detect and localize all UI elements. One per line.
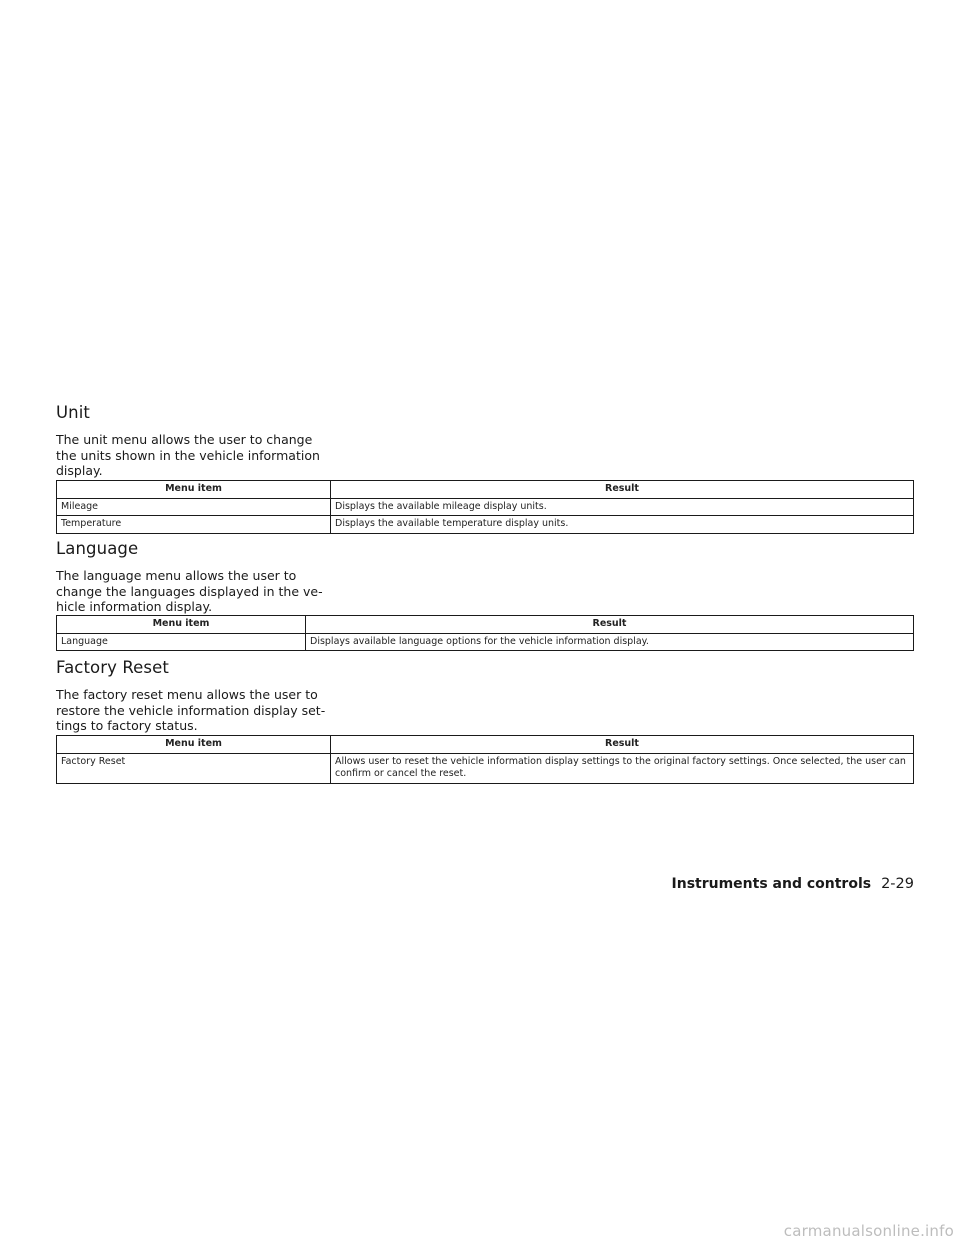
table-row xyxy=(57,498,914,516)
section-heading: Factory Reset xyxy=(56,658,169,677)
site-watermark: carmanualsonline.info xyxy=(783,1222,954,1240)
section-paragraph: The language menu allows the user to change the languages displayed in the ve- hicle information display. xyxy=(56,568,323,614)
page-number: 2-29 xyxy=(881,876,914,892)
column-header-result: Result xyxy=(331,736,914,754)
column-header-menu-item: Menu item xyxy=(57,616,306,634)
result-cell: Displays the available temperature display units. xyxy=(331,516,914,534)
column-header-result: Result xyxy=(306,616,914,634)
result-cell: Allows user to reset the vehicle information display settings to the original factory settings. Once selected, the user can confirm or cancel the reset. xyxy=(331,753,914,783)
section-paragraph: The factory reset menu allows the user to restore the vehicle information display set- tings to factory status. xyxy=(56,687,326,733)
table-row xyxy=(57,753,914,783)
page-footer xyxy=(672,876,914,892)
menu-item-cell: Factory Reset xyxy=(57,753,331,783)
chapter-title: Instruments and controls xyxy=(671,876,872,892)
section-paragraph: The unit menu allows the user to change the units shown in the vehicle information display. xyxy=(56,432,320,478)
menu-item-cell: Mileage xyxy=(57,498,331,516)
menu-table xyxy=(56,735,914,784)
menu-table xyxy=(56,615,914,651)
column-header-result: Result xyxy=(331,481,914,499)
menu-item-cell: Language xyxy=(57,633,306,651)
result-cell: Displays the available mileage display units. xyxy=(331,498,914,516)
result-cell: Displays available language options for the vehicle information display. xyxy=(306,633,914,651)
column-header-menu-item: Menu item xyxy=(57,736,331,754)
table-row xyxy=(57,633,914,651)
section-factory-reset xyxy=(56,658,914,779)
column-header-menu-item: Menu item xyxy=(57,481,331,499)
section-heading: Language xyxy=(56,539,139,558)
section-language xyxy=(56,539,914,647)
menu-table xyxy=(56,480,914,534)
table-row xyxy=(57,516,914,534)
section-heading: Unit xyxy=(56,403,90,422)
menu-item-cell: Temperature xyxy=(57,516,331,534)
section-unit xyxy=(56,403,914,529)
